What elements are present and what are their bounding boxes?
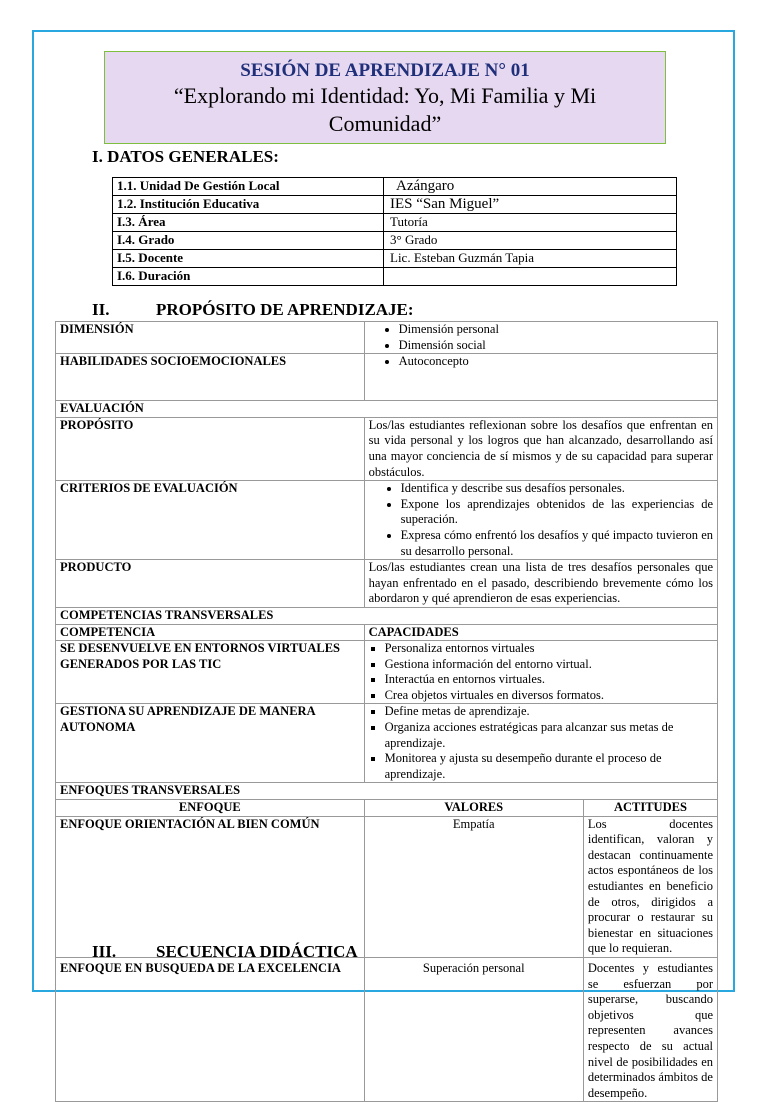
enfoque-valor: Superación personal [364,957,583,1101]
list-item: ▪ Interactúa en entornos virtuales. [385,672,713,688]
datos-value: Lic. Esteban Guzmán Tapia [384,250,677,268]
title-box [104,51,666,144]
enfoque-name: ENFOQUE EN BUSQUEDA DE LA EXCELENCIA [56,957,365,1101]
datos-value [384,268,677,286]
capacidades-cell [364,704,717,783]
table-row [56,783,718,800]
table-row [56,322,718,354]
datos-label: I.4. Grado [113,232,384,250]
enfoque-actitud: Docentes y estudiantes se esfuerzan por superarse, buscando objetivos que representen avances respecto de su actual nivel de posibilidades en determinados ámbitos de desempeño. [583,957,717,1101]
datos-value: Tutoría [384,214,677,232]
session-subtitle-line2: Comunidad” [328,111,442,136]
section-secuencia [92,942,358,962]
producto-label: PRODUCTO [56,560,365,608]
table-row [56,417,718,480]
table-row [56,401,718,418]
table-row [56,704,718,783]
section-title: SECUENCIA DIDÁCTICA [156,942,358,961]
enfoque-valor: Empatía [364,816,583,957]
session-title: SESIÓN DE APRENDIZAJE N° 01 [240,60,530,81]
enfoque-name: ENFOQUE ORIENTACIÓN AL BIEN COMÚN [56,816,365,957]
list-item: • Identifica y describe sus desafíos personales. [401,481,713,497]
capacidades-cell [364,641,717,704]
col-valores: VALORES [364,800,583,817]
col-competencia: COMPETENCIA [56,624,365,641]
list-item: ▪ Monitorea y ajusta su desempeño durante el proceso de aprendizaje. [385,751,713,782]
evaluacion-label: EVALUACIÓN [56,401,718,418]
dimension-label: DIMENSIÓN [56,322,365,354]
datos-value: Azángaro [384,178,677,196]
dimension-cell [364,322,717,354]
section-number: III. [92,942,117,961]
habilidades-text: HABILIDADES SOCIOEMOCIONALES [60,354,287,369]
table-row [113,178,677,196]
table-row [113,268,677,286]
list-item: ▪ Gestiona información del entorno virtual. [385,657,713,673]
col-capacidades: CAPACIDADES [364,624,717,641]
competencia-name: GESTIONA SU APRENDIZAJE DE MANERA AUTONOMA [56,704,365,783]
table-row [56,816,718,957]
competencias-heading: COMPETENCIAS TRANSVERSALES [56,607,718,624]
enfoque-actitud: Los docentes identifican, valoran y destacan continuamente actos espontáneos de los estudiantes en beneficio de otros, dirigidos a procurar o restaurar su bienestar en situaciones que lo requieran. [583,816,717,957]
list-item: • Expone los aprendizajes obtenidos de las experiencias de superación. [401,497,713,528]
competencia-name: SE DESENVUELVE EN ENTORNOS VIRTUALES GENERADOS POR LAS TIC [56,641,365,704]
list-item: • Dimensión personal [399,322,713,338]
table-row [56,800,718,817]
datos-label: 1.2. Institución Educativa [113,196,384,214]
session-subtitle-line1: “Explorando mi Identidad: Yo, Mi Familia y Mi [173,83,597,108]
list-item: • Dimensión social [399,338,713,354]
datos-label: 1.1. Unidad De Gestión Local [113,178,384,196]
list-item: • Autoconcepto [399,354,713,370]
proposito-label: PROPÓSITO [56,417,365,480]
proposito-table [55,321,718,1102]
habilidades-cell [364,354,717,401]
datos-label: I.6. Duración [113,268,384,286]
section-datos-generales: I. DATOS GENERALES: [92,147,279,166]
col-actitudes: ACTITUDES [583,800,717,817]
list-item: ▪ Organiza acciones estratégicas para alcanzar sus metas de aprendizaje. [385,720,713,751]
table-row [113,196,677,214]
datos-label: I.3. Área [113,214,384,232]
datos-value: 3° Grado [384,232,677,250]
enfoques-heading: ENFOQUES TRANSVERSALES [56,783,718,800]
table-row [113,250,677,268]
table-row [56,481,718,560]
section-number: II. [92,300,110,319]
producto-text: Los/las estudiantes crean una lista de tres desafíos personales que hayan enfrentado en el pasado, describiendo brevemente cómo los abordaron y qué aprendieron de esas experiencias. [364,560,717,608]
table-row [56,607,718,624]
datos-generales-table [112,177,677,286]
table-row [56,354,718,401]
list-item: ▪ Crea objetos virtuales en diversos formatos. [385,688,713,704]
table-row [56,957,718,1101]
table-row [56,624,718,641]
datos-value: IES “San Miguel” [384,196,677,214]
criterios-cell [364,481,717,560]
proposito-text: Los/las estudiantes reflexionan sobre los desafíos que enfrentan en su vida personal y los logros que han alcanzado, desarrollando así una mayor conciencia de sí mismos y de su capacidad para superar obstáculos. [364,417,717,480]
list-item: • Expresa cómo enfrentó los desafíos y qué impacto tuvieron en su desarrollo personal. [401,528,713,559]
table-row [113,232,677,250]
table-row [113,214,677,232]
section-proposito [92,300,414,320]
list-item: ▪ Personaliza entornos virtuales [385,641,713,657]
section-title: PROPÓSITO DE APRENDIZAJE: [156,300,414,319]
datos-label: I.5. Docente [113,250,384,268]
col-enfoque: ENFOQUE [56,800,365,817]
table-row [56,560,718,608]
table-row [56,641,718,704]
habilidades-label [56,354,365,401]
criterios-label: CRITERIOS DE EVALUACIÓN [56,481,365,560]
list-item: ▪ Define metas de aprendizaje. [385,704,713,720]
